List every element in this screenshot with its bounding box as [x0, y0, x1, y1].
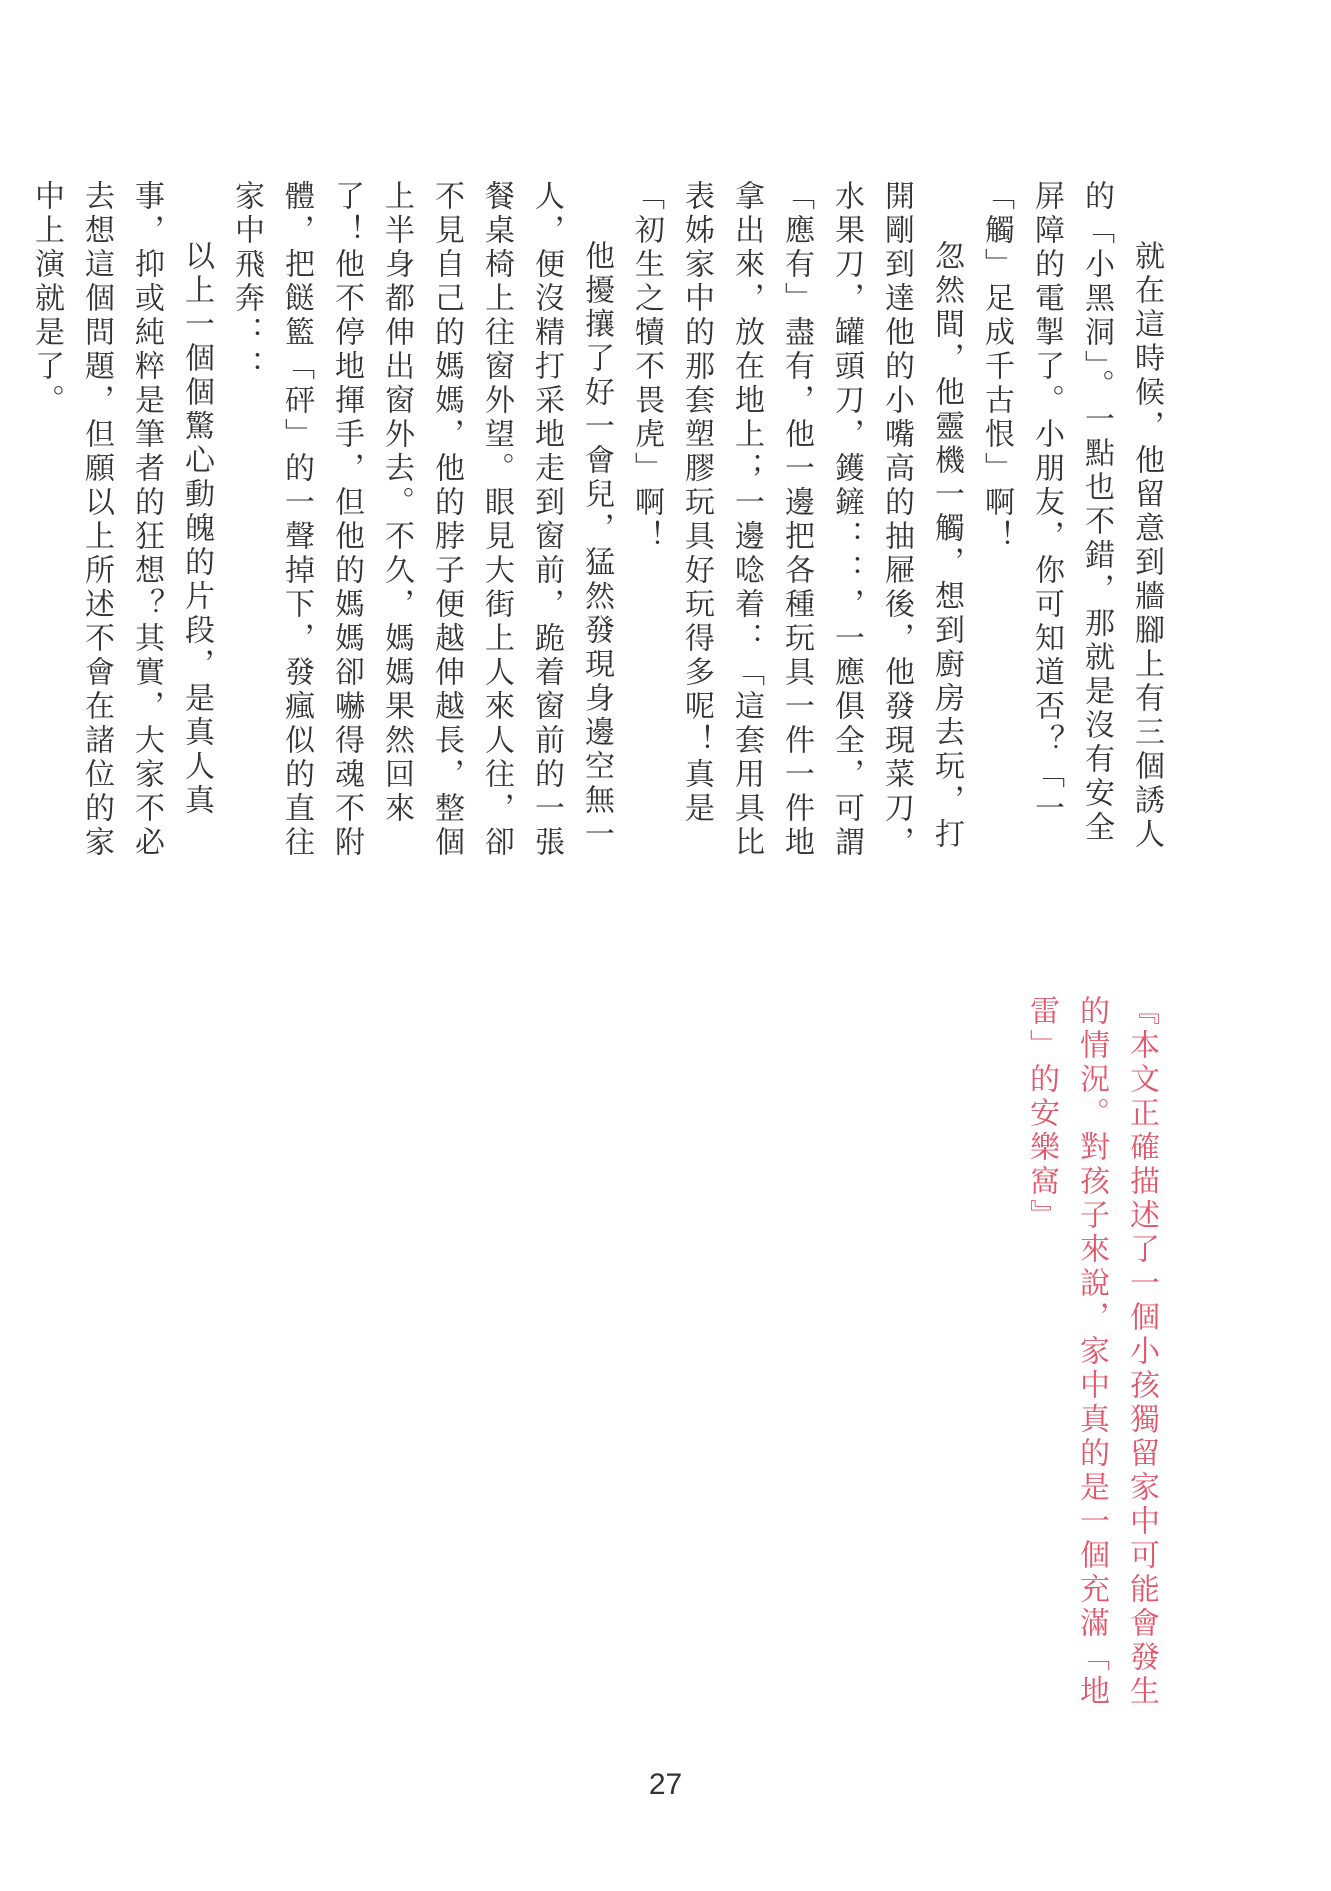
- paragraph-2: 忽然間，他靈機一觸，想到廚房去玩，打開剛到達他的小嘴高的抽屜後，他發現菜刀，水果刀，罐頭刀，鑊鏟：：，一應俱全，可謂「應有」盡有，他一邊把各種玩具一件一件地拿出來，放在地上；一邊唸着：「這套用具比表姊家中的那套塑膠玩具好玩得多呢！真是「初生之犢不畏虎」啊！: [629, 180, 964, 860]
- editor-note-text: 『本文正確描述了一個小孩獨留家中可能會發生的情況。對孩子來說，家中真的是一個充滿「地雷」的安樂窩』: [1024, 995, 1159, 1709]
- paragraph-3: 他擾攘了好一會兒，猛然發現身邊空無一人，便沒精打采地走到窗前，跪着窗前的一張餐桌椅上往窗外望。眼見大街上人來人往，卻不見自己的媽媽，他的脖子便越伸越長，整個上半身都伸出窗外去。不久，媽媽果然回來了！他不停地揮手，但他的媽媽卻嚇得魂不附體，把餸籃「砰」的一聲掉下，發瘋似的直往家中飛奔：：: [229, 180, 614, 860]
- paragraph-1: 就在這時候，他留意到牆腳上有三個誘人的「小黑洞」。一點也不錯，那就是沒有安全屏障的電掣了。小朋友，你可知道否？「一「觸」足成千古恨」啊！: [979, 180, 1164, 852]
- editor-note: [1016, 995, 1166, 1715]
- article-body: [21, 180, 1171, 860]
- page-number: 27: [648, 1768, 683, 1801]
- paragraph-4: 以上一個個驚心動魄的片段，是真人真事，抑或純粹是筆者的狂想？其實，大家不必去想這個問題，但願以上所述不會在諸位的家中上演就是了。: [29, 180, 214, 860]
